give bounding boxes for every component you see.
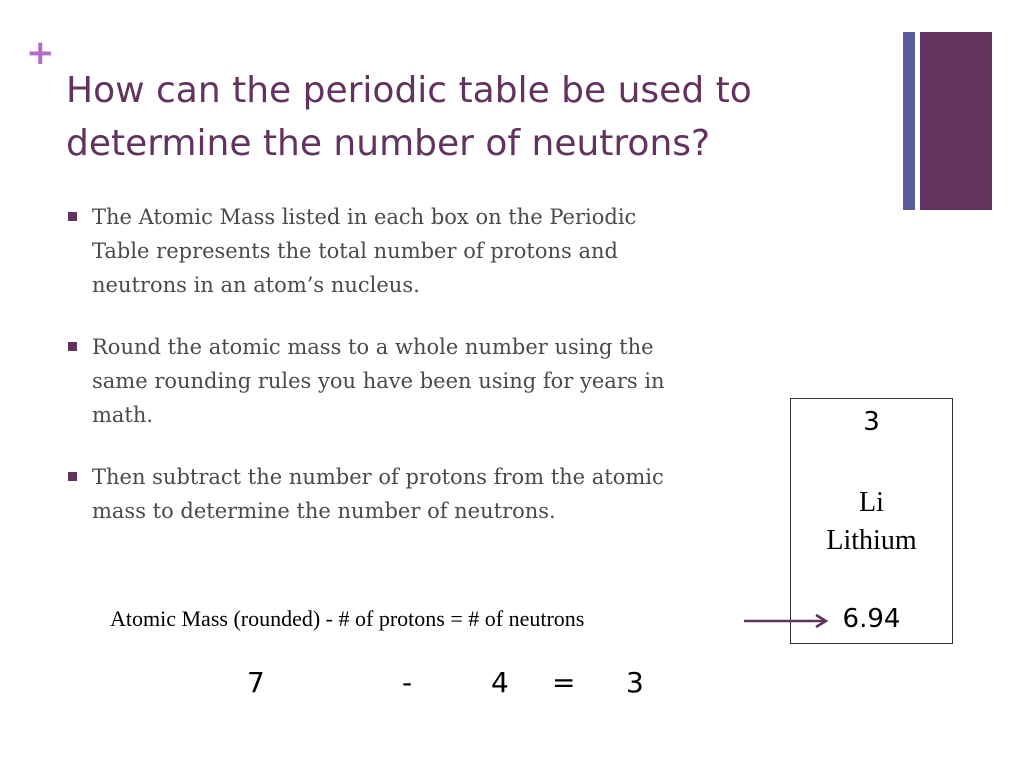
equation-protons: 4 [491, 666, 509, 699]
square-bullet-icon [68, 212, 77, 221]
arrow-right-icon [744, 612, 834, 630]
atomic-number: 3 [863, 407, 880, 437]
equation-mass: 7 [247, 666, 265, 699]
element-symbol: Li [859, 487, 884, 518]
periodic-element-box [790, 398, 953, 644]
square-bullet-icon [68, 342, 77, 351]
element-name: Lithium [826, 525, 917, 556]
bullet-item [68, 460, 698, 528]
bullet-text: The Atomic Mass listed in each box on the Periodic Table represents the total number of protons and neutrons in an atom’s nucleus. [92, 205, 637, 297]
decorative-bar-wide [920, 32, 992, 210]
bullet-text: Round the atomic mass to a whole number using the same rounding rules you have been using for years in math. [92, 335, 665, 427]
neutron-formula: Atomic Mass (rounded) - # of protons = # of neutrons [110, 606, 585, 631]
bullet-item [68, 330, 698, 432]
bullet-item [68, 200, 698, 302]
square-bullet-icon [68, 472, 77, 481]
atomic-mass: 6.94 [842, 604, 901, 634]
equation-equals: = [552, 666, 576, 699]
equation-neutrons: 3 [626, 666, 644, 699]
decorative-bar-thin [903, 32, 915, 210]
bullet-text: Then subtract the number of protons from the atomic mass to determine the number of neutrons. [92, 465, 664, 523]
slide-title: How can the periodic table be used to determine the number of neutrons? [66, 70, 752, 164]
bullet-list [68, 200, 698, 556]
plus-icon: + [26, 33, 55, 73]
equation-minus: - [402, 666, 413, 699]
